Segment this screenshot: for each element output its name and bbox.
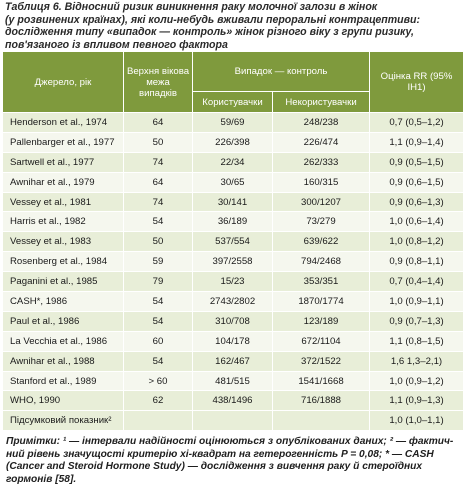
cell-users: 104/178 bbox=[193, 331, 273, 351]
cell-age-limit: 60 bbox=[124, 331, 193, 351]
cell-age-limit: 54 bbox=[124, 311, 193, 331]
summary-row bbox=[3, 411, 464, 431]
cell-source: Pallenbarger et al., 1977 bbox=[3, 132, 124, 152]
cell-age-limit: 50 bbox=[124, 232, 193, 252]
caption-line: дослідження типу «випадок — контроль» жінок різного віку з групи ризику, bbox=[5, 26, 414, 38]
cell-rr: 1,6 1,3–2,1) bbox=[370, 351, 464, 371]
cell-nonusers: 672/1104 bbox=[273, 331, 370, 351]
cell-source: CASH*, 1986 bbox=[3, 292, 124, 312]
cell-age-limit: 50 bbox=[124, 132, 193, 152]
data-table bbox=[2, 51, 464, 431]
cell-rr: 1,0 (0,9–1,1) bbox=[370, 292, 464, 312]
cell-rr: 0,9 (0,6–1,3) bbox=[370, 192, 464, 212]
cell-nonusers: 639/622 bbox=[273, 232, 370, 252]
cell-nonusers: 1541/1668 bbox=[273, 371, 370, 391]
cell-rr: 0,9 (0,6–1,5) bbox=[370, 172, 464, 192]
summary-empty-cell bbox=[124, 411, 193, 431]
cell-nonusers: 353/351 bbox=[273, 272, 370, 292]
cell-users: 438/1496 bbox=[193, 391, 273, 411]
cell-source: Sartwell et al., 1977 bbox=[3, 152, 124, 172]
cell-users: 36/189 bbox=[193, 212, 273, 232]
cell-source: Henderson et al., 1974 bbox=[3, 113, 124, 133]
table-row bbox=[3, 172, 464, 192]
cell-rr: 1,1 (0,9–1,3) bbox=[370, 391, 464, 411]
table-caption bbox=[2, 0, 463, 50]
cell-rr: 1,0 (0,8–1,2) bbox=[370, 232, 464, 252]
cell-source: Stanford et al., 1989 bbox=[3, 371, 124, 391]
header-nonusers: Некористувачки bbox=[273, 92, 370, 113]
summary-empty-cell bbox=[193, 411, 273, 431]
cell-age-limit: 54 bbox=[124, 351, 193, 371]
cell-users: 481/515 bbox=[193, 371, 273, 391]
cell-rr: 1,0 (0,6–1,4) bbox=[370, 212, 464, 232]
table-body bbox=[3, 113, 464, 431]
table-row bbox=[3, 152, 464, 172]
cell-age-limit: 62 bbox=[124, 391, 193, 411]
table-row bbox=[3, 391, 464, 411]
caption-line: пов'язаного із впливом певного фактора bbox=[5, 38, 228, 51]
cell-users: 59/69 bbox=[193, 113, 273, 133]
table-row bbox=[3, 113, 464, 133]
table-row bbox=[3, 371, 464, 391]
cell-users: 226/398 bbox=[193, 132, 273, 152]
cell-age-limit: 54 bbox=[124, 292, 193, 312]
cell-age-limit: 74 bbox=[124, 192, 193, 212]
cell-nonusers: 226/474 bbox=[273, 132, 370, 152]
table-row bbox=[3, 132, 464, 152]
notes-line: Примітки: ¹ — інтервали надійності оцінюються з опублікованих даних; ² — фактич- bbox=[6, 436, 454, 448]
notes-line: гормонів [58]. bbox=[6, 474, 77, 486]
table-row bbox=[3, 351, 464, 371]
cell-rr: 0,7 (0,4–1,4) bbox=[370, 272, 464, 292]
header-users: Користувачки bbox=[193, 92, 273, 113]
cell-source: Rosenberg et al., 1984 bbox=[3, 252, 124, 272]
cell-users: 2743/2802 bbox=[193, 292, 273, 312]
cell-nonusers: 1870/1774 bbox=[273, 292, 370, 312]
table-row bbox=[3, 212, 464, 232]
table-notes bbox=[2, 431, 463, 486]
cell-age-limit: 64 bbox=[124, 172, 193, 192]
cell-nonusers: 372/1522 bbox=[273, 351, 370, 371]
cell-users: 22/34 bbox=[193, 152, 273, 172]
cell-users: 397/2558 bbox=[193, 252, 273, 272]
cell-source: Vessey et al., 1981 bbox=[3, 192, 124, 212]
table-row bbox=[3, 252, 464, 272]
cell-users: 15/23 bbox=[193, 272, 273, 292]
cell-source: Paul et al., 1986 bbox=[3, 311, 124, 331]
header-case-control: Випадок — контроль bbox=[193, 52, 370, 92]
summary-rr: 1,0 (1,0–1,1) bbox=[370, 411, 464, 431]
cell-nonusers: 160/315 bbox=[273, 172, 370, 192]
cell-users: 310/708 bbox=[193, 311, 273, 331]
cell-users: 30/65 bbox=[193, 172, 273, 192]
cell-age-limit: > 60 bbox=[124, 371, 193, 391]
table-row bbox=[3, 311, 464, 331]
cell-rr: 1,1 (0,8–1,5) bbox=[370, 331, 464, 351]
cell-rr: 1,1 (0,9–1,4) bbox=[370, 132, 464, 152]
summary-label: Підсумковий показник² bbox=[3, 411, 124, 431]
cell-rr: 0,9 (0,8–1,1) bbox=[370, 252, 464, 272]
cell-age-limit: 74 bbox=[124, 152, 193, 172]
cell-nonusers: 73/279 bbox=[273, 212, 370, 232]
notes-line: ний рівень значущості критерію хі-квадрат на гетерогенність P = 0,08; * — CASH bbox=[6, 448, 434, 460]
summary-empty-cell bbox=[273, 411, 370, 431]
cell-users: 537/554 bbox=[193, 232, 273, 252]
cell-age-limit: 79 bbox=[124, 272, 193, 292]
header-age-limit: Верхня вікова межа випадків bbox=[124, 52, 193, 113]
cell-source: WHO, 1990 bbox=[3, 391, 124, 411]
cell-age-limit: 54 bbox=[124, 212, 193, 232]
table-row bbox=[3, 331, 464, 351]
cell-source: Paganini et al., 1985 bbox=[3, 272, 124, 292]
cell-users: 162/467 bbox=[193, 351, 273, 371]
table-row bbox=[3, 192, 464, 212]
header-source: Джерело, рік bbox=[3, 52, 124, 113]
caption-line: Таблиця 6. Відносний ризик виникнення раку молочної залози в жінок bbox=[5, 1, 378, 13]
cell-users: 30/141 bbox=[193, 192, 273, 212]
cell-source: La Vecchia et al., 1986 bbox=[3, 331, 124, 351]
cell-age-limit: 64 bbox=[124, 113, 193, 133]
cell-rr: 0,9 (0,5–1,5) bbox=[370, 152, 464, 172]
table-row bbox=[3, 272, 464, 292]
cell-source: Awnihar et al., 1988 bbox=[3, 351, 124, 371]
cell-nonusers: 248/238 bbox=[273, 113, 370, 133]
cell-nonusers: 123/189 bbox=[273, 311, 370, 331]
table-row bbox=[3, 232, 464, 252]
cell-rr: 1,0 (0,9–1,2) bbox=[370, 371, 464, 391]
header-rr: Оцінка RR (95% ІН1) bbox=[370, 52, 464, 113]
cell-nonusers: 300/1207 bbox=[273, 192, 370, 212]
cell-nonusers: 794/2468 bbox=[273, 252, 370, 272]
cell-source: Harris et al., 1982 bbox=[3, 212, 124, 232]
table-row bbox=[3, 292, 464, 312]
notes-line: (Cancer and Steroid Hormone Study) — дослідження з вивчення раку й стероїдних bbox=[6, 461, 423, 473]
cell-age-limit: 59 bbox=[124, 252, 193, 272]
cell-rr: 0,9 (0,7–1,3) bbox=[370, 311, 464, 331]
cell-nonusers: 716/1888 bbox=[273, 391, 370, 411]
cell-rr: 0,7 (0,5–1,2) bbox=[370, 113, 464, 133]
caption-line: (у розвинених країнах), які коли-небудь вживали пероральні контрацептиви: bbox=[5, 13, 421, 26]
cell-source: Vessey et al., 1983 bbox=[3, 232, 124, 252]
cell-source: Awnihar et al., 1979 bbox=[3, 172, 124, 192]
cell-nonusers: 262/333 bbox=[273, 152, 370, 172]
